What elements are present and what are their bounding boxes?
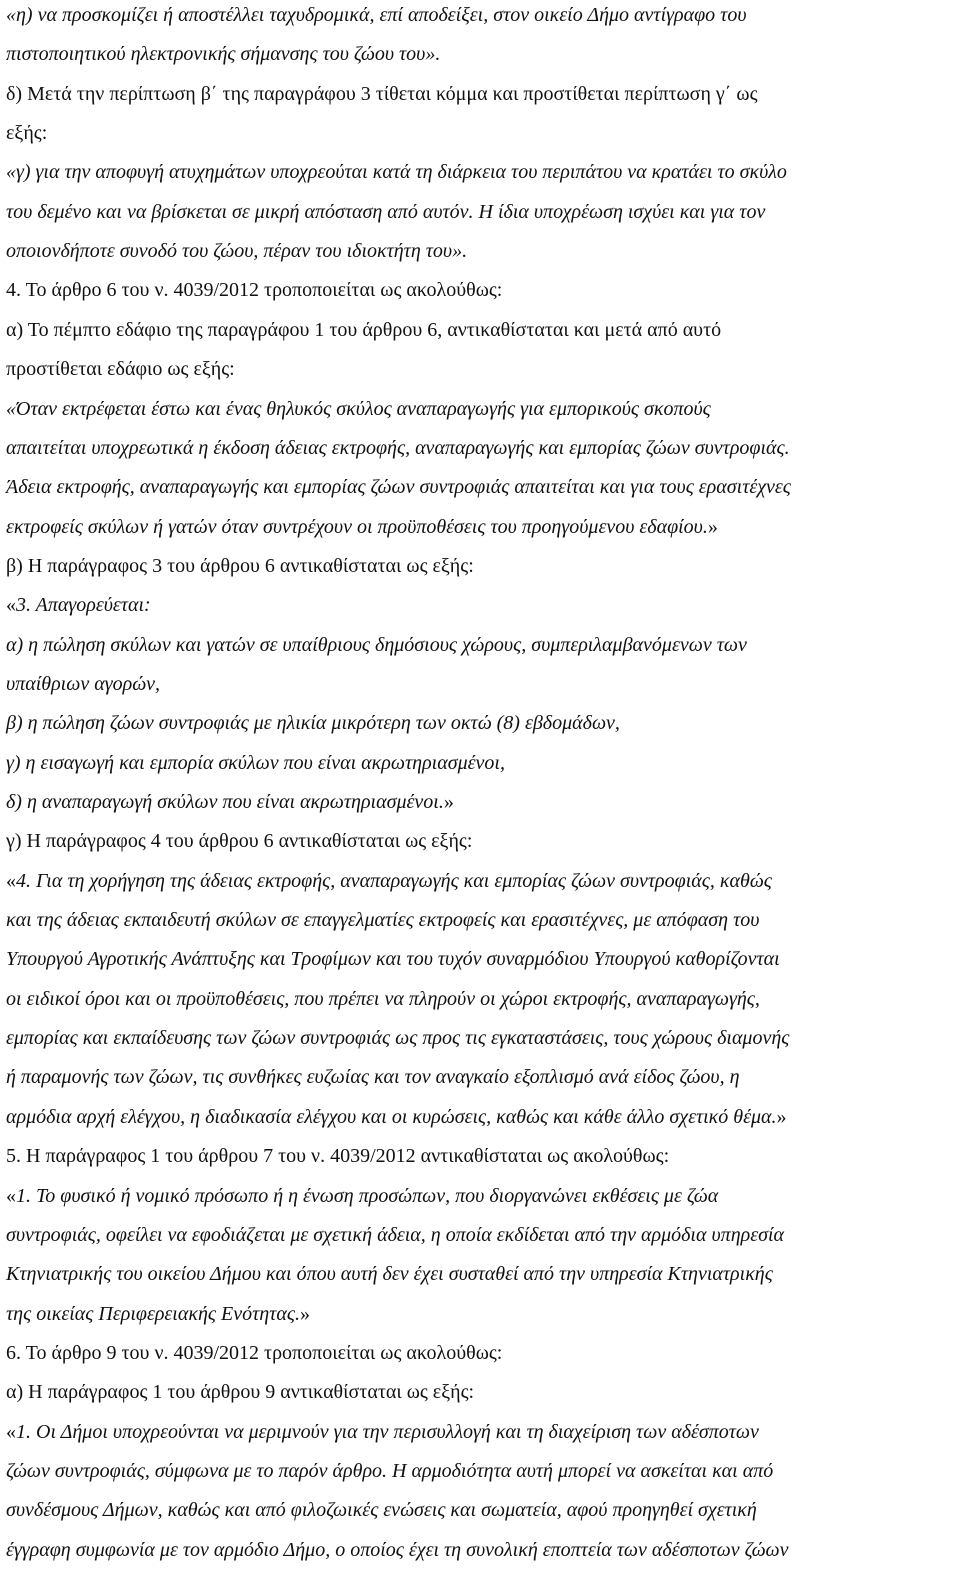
italic-text-segment: έγγραφη συμφωνία με τον αρμόδιο Δήμο, ο οποίος έχει τη συνολική εποπτεία των αδέσποτων ζώων — [6, 1538, 789, 1561]
text-line — [6, 473, 791, 501]
text-line — [6, 1221, 784, 1249]
italic-text-segment: «η) να προσκομίζει ή αποστέλλει ταχυδρομικά, επί αποδείξει, στον οικείο Δήμο αντίγραφο του — [6, 4, 747, 26]
italic-text-segment: αρμόδια αρχή ελέγχου, η διαδικασία ελέγχου και οι κυρώσεις, καθώς και κάθε άλλο σχετικό θέμα. — [6, 1105, 777, 1128]
italic-text-segment: 1. Οι Δήμοι υποχρεούνται να μεριμνούν για την περισυλλογή και τη διαχείριση των αδέσποτων — [16, 1420, 759, 1443]
italic-text-segment: Κτηνιατρικής του οικείου Δήμου και όπου αυτή δεν έχει συσταθεί από την υπηρεσία Κτηνιατρικής — [6, 1263, 773, 1286]
text-line — [6, 985, 760, 1013]
text-segment: « — [6, 1420, 16, 1443]
italic-text-segment: Υπουργού Αγροτικής Ανάπτυξης και Τροφίμων και του τυχόν συναρμόδιου Υπουργού καθορίζονται — [6, 948, 780, 971]
italic-text-segment: του δεμένο και να βρίσκεται σε μικρή απόσταση από αυτόν. Η ίδια υποχρέωση ισχύει και για τον — [6, 200, 766, 223]
text-segment: δ) Μετά την περίπτωση β΄ της παραγράφου 3 τίθεται κόμμα και προστίθεται περίπτωση γ΄ ως — [6, 82, 758, 105]
italic-text-segment: πιστοποιητικού ηλεκτρονικής σήμανσης του ζώου του». — [6, 43, 441, 66]
text-line — [6, 591, 151, 619]
italic-text-segment: εκτροφείς σκύλων ή γατών όταν συντρέχουν οι προϋποθέσεις του προηγούμενου εδαφίου. — [6, 515, 708, 538]
text-line — [6, 158, 787, 186]
text-line — [6, 1024, 789, 1052]
text-line — [6, 709, 620, 737]
text-line — [6, 1103, 787, 1131]
text-line — [6, 1496, 757, 1524]
italic-text-segment: «Όταν εκτρέφεται έστω και ένας θηλυκός σκύλος αναπαραγωγής για εμπορικούς σκοπούς — [6, 397, 711, 420]
text-segment: » — [776, 1105, 787, 1128]
text-segment: β) Η παράγραφος 3 του άρθρου 6 αντικαθίσταται ως εξής: — [6, 554, 474, 577]
text-line — [6, 788, 454, 816]
text-line — [6, 631, 747, 659]
text-line — [6, 1182, 718, 1210]
text-segment: « — [6, 869, 16, 892]
text-line — [6, 80, 758, 108]
text-line — [6, 1142, 669, 1170]
text-line — [6, 1260, 773, 1288]
text-line — [6, 1457, 773, 1485]
italic-text-segment: Άδεια εκτροφής, αναπαραγωγής και εμπορίας ζώων συντροφιάς απαιτείται και για τους ερασιτέχνες — [6, 476, 791, 499]
text-line — [6, 40, 440, 68]
text-line — [6, 1418, 759, 1446]
text-segment: « — [6, 1184, 16, 1207]
text-segment: 4. Το άρθρο 6 του ν. 4039/2012 τροποποιείται ως ακολούθως: — [6, 279, 503, 302]
text-line — [6, 316, 721, 344]
text-line — [6, 1300, 310, 1328]
italic-text-segment: β) η πώληση ζώων συντροφιάς με ηλικία μικρότερη των οκτώ (8) εβδομάδων, — [6, 712, 620, 735]
text-segment: γ) Η παράγραφος 4 του άρθρου 6 αντικαθίσταται ως εξής: — [6, 830, 473, 853]
italic-text-segment: 3. Απαγορεύεται: — [16, 594, 151, 617]
text-line — [6, 670, 160, 698]
text-line — [6, 1339, 502, 1367]
text-segment: α) Το πέμπτο εδάφιο της παραγράφου 1 του άρθρου 6, αντικαθίσταται και μετά από αυτό — [6, 318, 722, 341]
text-line — [6, 749, 505, 777]
text-line — [6, 906, 759, 934]
italic-text-segment: ή παραμονής των ζώων, τις συνθήκες ευζωίας και τον αναγκαίο εξοπλισμό ανά είδος ζώου, η — [6, 1066, 740, 1089]
text-line — [6, 945, 780, 973]
text-segment: εξής: — [6, 122, 48, 145]
italic-text-segment: 4. Για τη χορήγηση της άδειας εκτροφής, αναπαραγωγής και εμπορίας ζώων συντροφιάς, καθώς — [16, 869, 772, 892]
text-segment: 6. Το άρθρο 9 του ν. 4039/2012 τροποποιείται ως ακολούθως: — [6, 1341, 503, 1364]
text-segment: « — [6, 594, 16, 617]
text-line — [6, 276, 502, 304]
italic-text-segment: γ) η εισαγωγή και εμπορία σκύλων που είναι ακρωτηριασμένοι, — [6, 751, 505, 774]
text-segment: 5. Η παράγραφος 1 του άρθρου 7 του ν. 4039/2012 αντικαθίσταται ως ακολούθως: — [6, 1145, 670, 1168]
text-line — [6, 237, 467, 265]
italic-text-segment: α) η πώληση σκύλων και γατών σε υπαίθριους δημόσιους χώρους, συμπεριλαμβανόμενων των — [6, 633, 747, 656]
text-line — [6, 867, 772, 895]
text-line — [6, 1063, 740, 1091]
text-line — [6, 1, 747, 29]
text-line — [6, 827, 472, 855]
italic-text-segment: 1. Το φυσικό ή νομικό πρόσωπο ή η ένωση προσώπων, που διοργανώνει εκθέσεις με ζώα — [16, 1184, 719, 1207]
italic-text-segment: οι ειδικοί όροι και οι προϋποθέσεις, που πρέπει να πληρούν οι χώροι εκτροφής, αναπαραγωγής, — [6, 987, 760, 1010]
text-segment: » — [707, 515, 718, 538]
text-line — [6, 198, 765, 226]
italic-text-segment: δ) η αναπαραγωγή σκύλων που είναι ακρωτηριασμένοι. — [6, 791, 444, 813]
italic-text-segment: της οικείας Περιφερειακής Ενότητας. — [6, 1302, 300, 1325]
italic-text-segment: οποιονδήποτε συνοδό του ζώου, πέραν του ιδιοκτήτη του». — [6, 240, 468, 263]
italic-text-segment: υπαίθριων αγορών, — [6, 672, 161, 695]
italic-text-segment: συντροφιάς, οφείλει να εφοδιάζεται με σχετική άδεια, η οποία εκδίδεται από την αρμόδια υπηρεσία — [6, 1223, 785, 1246]
text-line — [6, 1536, 789, 1564]
text-line — [6, 1378, 474, 1406]
text-line — [6, 513, 718, 541]
text-segment: προστίθεται εδάφιο ως εξής: — [6, 358, 235, 381]
text-segment: α) Η παράγραφος 1 του άρθρου 9 αντικαθίσταται ως εξής: — [6, 1381, 475, 1404]
text-line — [6, 355, 235, 383]
text-line — [6, 552, 474, 580]
italic-text-segment: και της άδειας εκπαιδευτή σκύλων σε επαγγελματίες εκτροφείς και ερασιτέχνες, με απόφαση του — [6, 909, 760, 932]
text-line — [6, 395, 711, 423]
text-segment: » — [299, 1302, 310, 1325]
italic-text-segment: εμπορίας και εκπαίδευσης των ζώων συντροφιάς ως προς τις εγκαταστάσεις, τους χώρους διαμονής — [6, 1027, 790, 1050]
text-line — [6, 434, 790, 462]
text-segment: » — [443, 791, 454, 813]
text-line — [6, 119, 47, 147]
italic-text-segment: «γ) για την αποφυγή ατυχημάτων υποχρεούται κατά τη διάρκεια του περιπάτου να κρατάει το σκύλο — [6, 161, 787, 184]
italic-text-segment: απαιτείται υποχρεωτικά η έκδοση άδειας εκτροφής, αναπαραγωγής και εμπορίας ζώων συντροφιάς. — [6, 436, 790, 459]
italic-text-segment: ζώων συντροφιάς, σύμφωνα με το παρόν άρθρο. Η αρμοδιότητα αυτή μπορεί να ασκείται και από — [6, 1459, 774, 1482]
italic-text-segment: συνδέσμους Δήμων, καθώς και από φιλοζωικές ενώσεις και σωματεία, αφού προηγηθεί σχετική — [6, 1499, 757, 1522]
